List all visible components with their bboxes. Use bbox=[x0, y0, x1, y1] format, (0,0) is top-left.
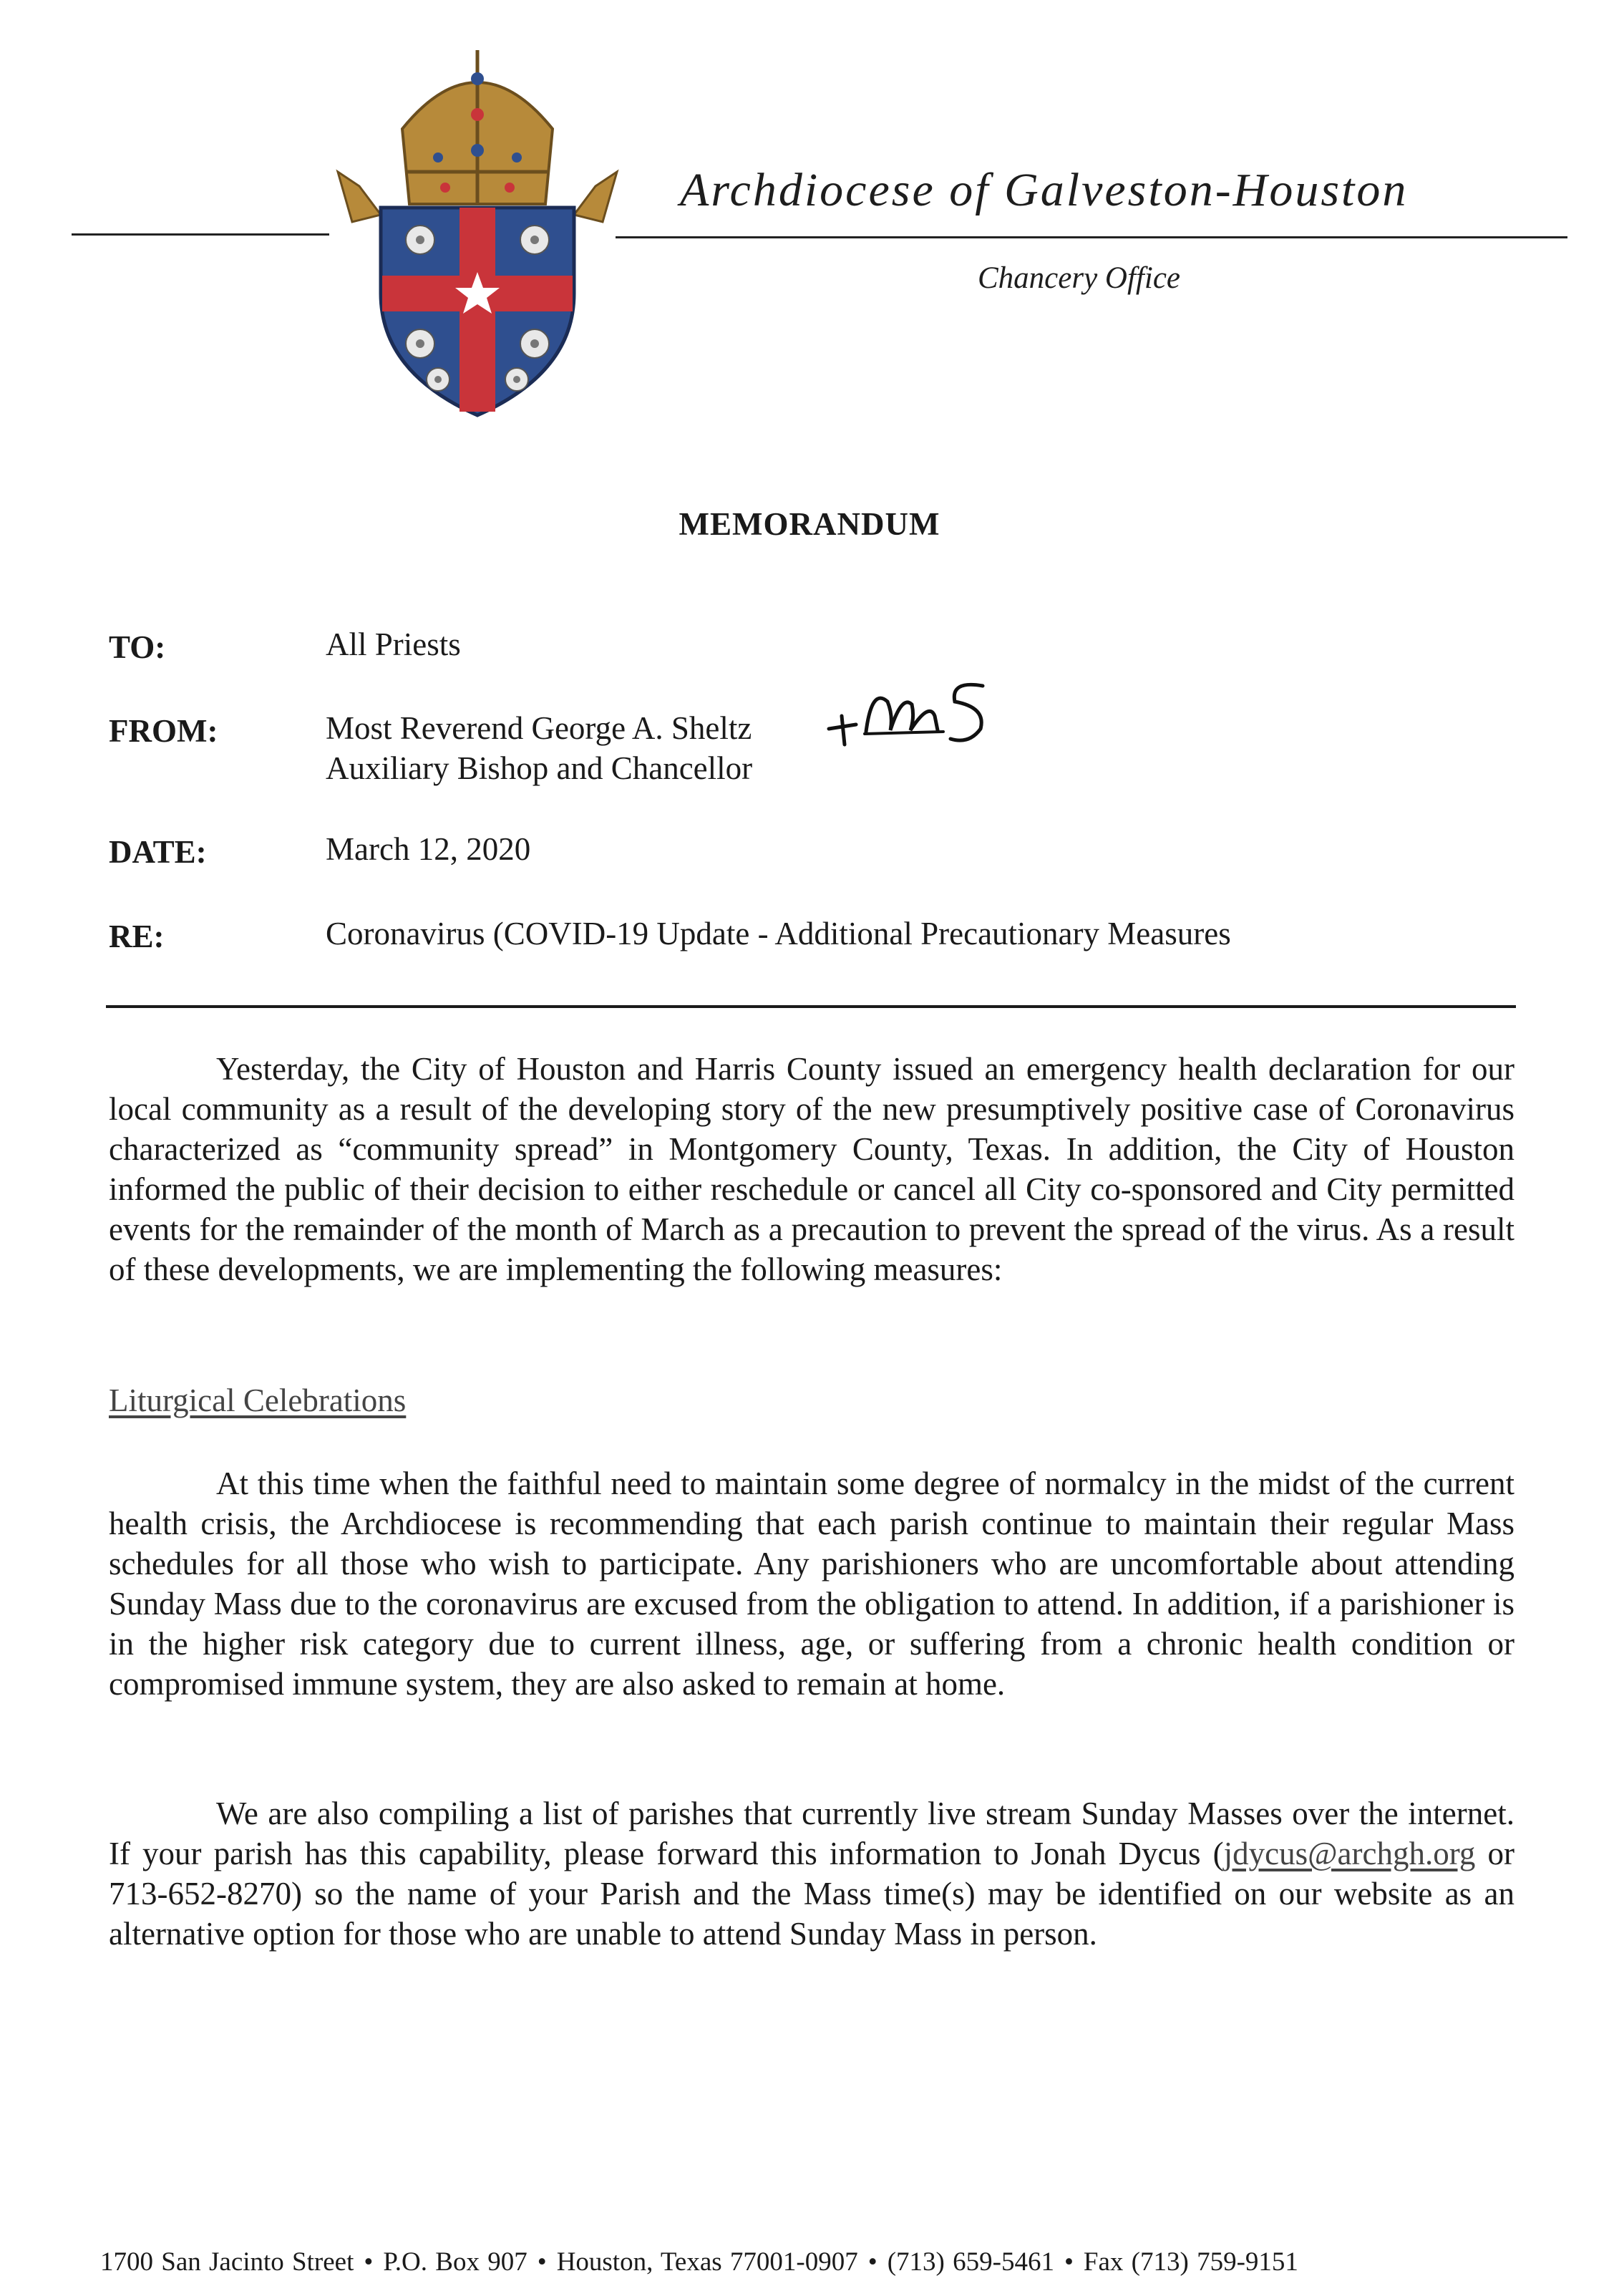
footer-separator: • bbox=[867, 2247, 877, 2277]
from-title: Auxiliary Bishop and Chancellor bbox=[326, 750, 753, 786]
footer-separator: • bbox=[1064, 2247, 1074, 2277]
to-value: All Priests bbox=[326, 626, 461, 662]
footer-separator: • bbox=[537, 2247, 547, 2277]
footer-phone: (713) 659-5461 bbox=[887, 2247, 1054, 2277]
office-name: Chancery Office bbox=[978, 261, 1180, 295]
footer-fax: Fax (713) 759-9151 bbox=[1083, 2247, 1298, 2277]
section-heading-liturgical: Liturgical Celebrations bbox=[109, 1382, 407, 1418]
paragraph-2-text: At this time when the faithful need to maintain some degree of normalcy in the midst of the current health crisis, the Archdiocese is recommending that each parish continue to maintain their regular Mass schedules for all those who wish to participate. Any parishioners who are uncomfortable about attending Sunday Mass due to the coronavirus are excused from the obligation to attend. In addition, if a parishioner is in the higher risk category due to current illness, age, or suffering from a chronic health condition or compromised immune system, they are also asked to remain at home. bbox=[109, 1466, 1515, 1702]
memo-title: MEMORANDUM bbox=[679, 506, 940, 542]
paragraph-3-lead: We are also compiling a list of parishes that currently live stream Sunday Masses over the internet. If your parish has this capability, please forward this information to Jonah Dycus ( bbox=[109, 1796, 1515, 1871]
header-divider bbox=[106, 1005, 1516, 1008]
letterhead-rule-right bbox=[616, 236, 1567, 238]
date-value: March 12, 2020 bbox=[326, 831, 531, 867]
paragraph-1-text: Yesterday, the City of Houston and Harris County issued an emergency health declaration for our local community as a result of the developing story of the new presumptively positive case of Coronavirus characterized as “community spread” in Montgomery County, Texas. In addition, the City of Houston informed the public of their decision to either reschedule or cancel all City co-sponsored and City permitted events for the remainder of the month of March as a precaution to prevent the spread of the virus. As a result of these developments, we are implementing the following measures: bbox=[109, 1051, 1515, 1287]
re-value: Coronavirus (COVID-19 Update - Additional Precautionary Measures bbox=[326, 916, 1231, 951]
body-paragraph-1 bbox=[109, 1049, 1515, 1289]
footer-address bbox=[100, 2247, 1298, 2277]
email-link[interactable]: jdycus@archgh.org bbox=[1223, 1836, 1476, 1871]
archdiocese-crest-icon bbox=[331, 36, 624, 422]
to-label: TO: bbox=[109, 629, 166, 665]
body-paragraph-2 bbox=[109, 1463, 1515, 1704]
footer-street: 1700 San Jacinto Street bbox=[100, 2247, 354, 2277]
footer-separator: • bbox=[364, 2247, 374, 2277]
paragraph-3-text bbox=[109, 1793, 1515, 1954]
handwritten-signature bbox=[822, 673, 1008, 766]
footer-city: Houston, Texas 77001-0907 bbox=[556, 2247, 858, 2277]
footer-po-box: P.O. Box 907 bbox=[383, 2247, 527, 2277]
re-label: RE: bbox=[109, 919, 165, 954]
letterhead-rule-left bbox=[72, 233, 329, 236]
body-paragraph-3 bbox=[109, 1793, 1515, 1954]
paragraph-3-tail: or 713-652-8270) so the name of your Parish and the Mass time(s) may be identified on our website as an alternative option for those who are unable to attend Sunday Mass in person. bbox=[109, 1836, 1515, 1952]
organization-name: Archdiocese of Galveston-Houston bbox=[680, 164, 1409, 216]
date-label: DATE: bbox=[109, 834, 207, 870]
from-name: Most Reverend George A. Sheltz bbox=[326, 710, 752, 746]
from-label: FROM: bbox=[109, 713, 218, 749]
